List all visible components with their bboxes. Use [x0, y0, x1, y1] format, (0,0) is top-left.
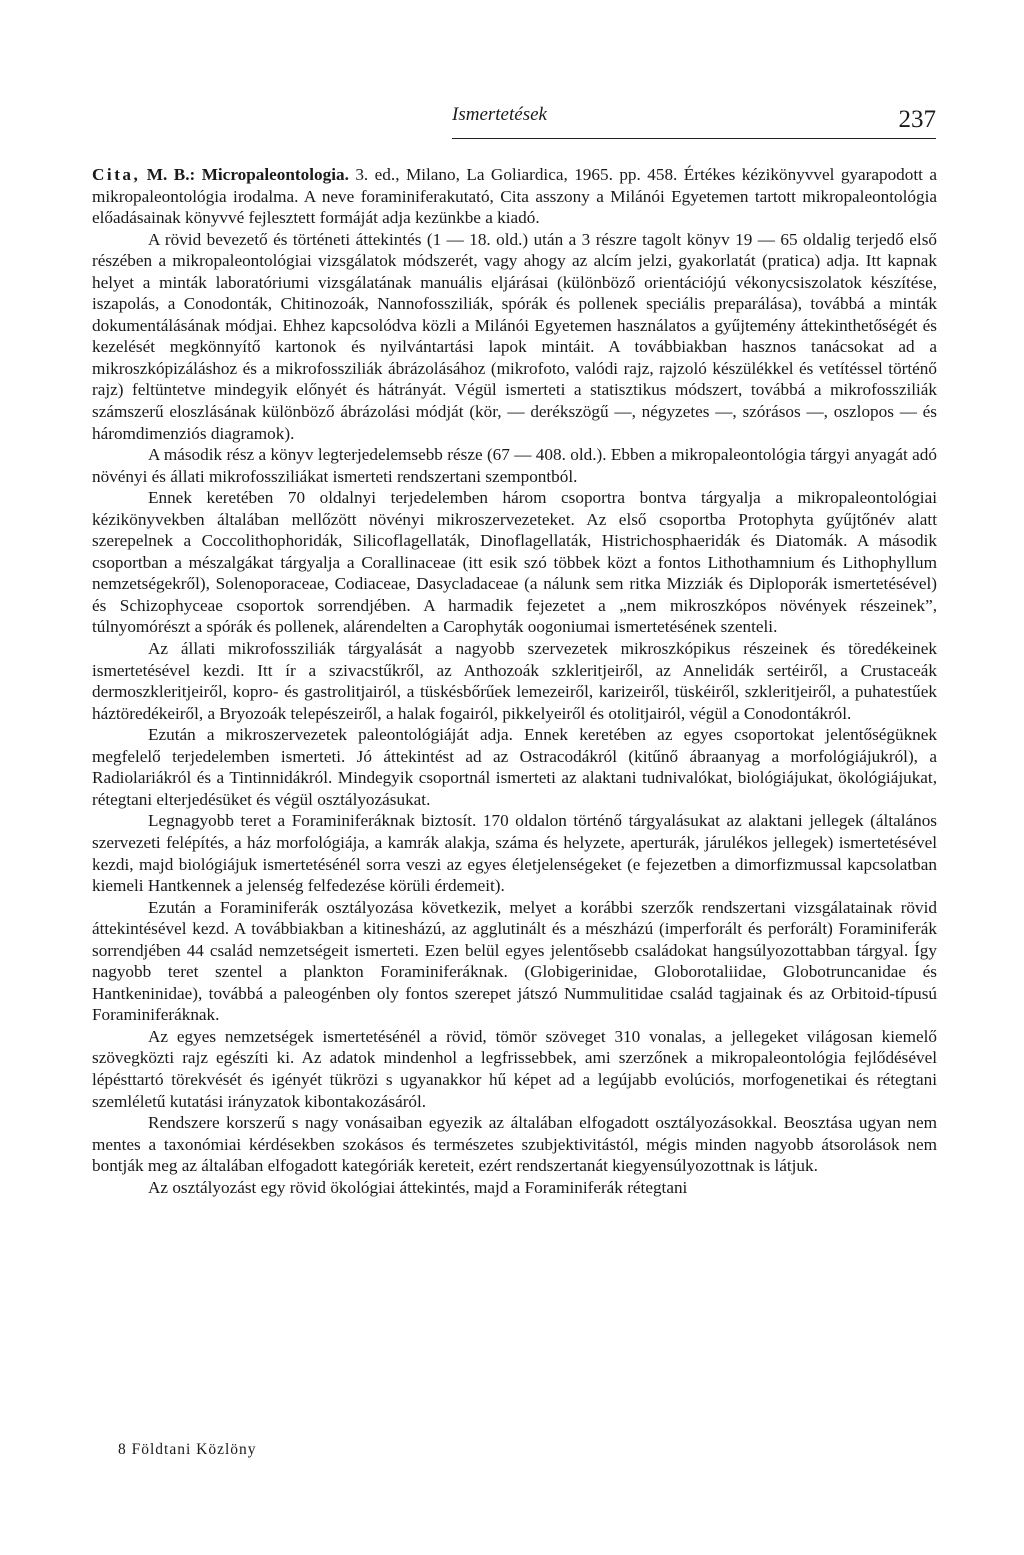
- citation-text: 3. ed., Milano, La Goliardica, 1965. pp. 458. Értékes kézikönyvvel gyarapodott a mikropaleontológia irodalma. A neve foraminiferakutató, Cita asszony a Milánói Egyetemen tartott mikropaleontológia előadásainak könyvvé fejlesztett formáját adja kezünkbe a kiadó.: [92, 165, 938, 228]
- paragraph: A rövid bevezető és történeti áttekintés (1 — 18. old.) után a 3 részre tagolt könyv 19 — 65 oldalig terjedő első részében a mikropaleontológiai vizsgálatok módszerét, vagy ahogy az alcím jelzi, gyakorlatát (pratica) adja. Itt kapnak helyet a minták laboratóriumi vizsgálatának manuális eljárásai (különböző orientációjú vékonycsiszolatok készítése, iszapolás, a Conodonták, Chitinozoák, Nannofossziliák, spórák és pollenek speciális preparálása), továbbá a minták dokumentálásának módjai. Ehhez kapcsolódva közli a Milánói Egyetemen használatos a gyűjtemény áttekinthetőségét és kezelését megkönnyítő kartonok és nyilvántartási lapok mintáit. A továbbiakban hasznos tanácsokat ad a mikroszkópizáláshoz és a mikrofossziliák ábrázolásához (mikrofoto, valódi rajz, rajzoló készülékkel és vetítéssel történő rajz) feltüntetve mindegyik előnyét és hátrányát. Végül ismerteti a statisztikus módszert, továbbá a mikrofossziliák számszerű eloszlásának különböző ábrázolási módját (kör, — derékszögű —, négyzetes —, szórásos —, oszlopos — és háromdimenziós diagramok).: [92, 229, 937, 443]
- header-rule: [452, 138, 936, 139]
- page-number: 237: [898, 106, 936, 133]
- review-body: [92, 164, 937, 1198]
- paragraph: Ezután a Foraminiferák osztályozása következik, melyet a korábbi szerzők rendszertani vizsgálatainak rövid áttekintésével kezd. A továbbiakban a kitinesházú, az agglutinált és a mészházú (imperforált és perforált) Foraminiferák sorrendjében 44 család nemzetségeit ismerteti. Ezen belül egyes jelentősebb családokat hangsúlyozottabban tárgyal. Így nagyobb teret szentel a plankton Foraminiferáknak. (Globigerinidae, Globorotaliidae, Globotruncanidae és Hantkeninidae), továbbá a paleogénben oly fontos szerepet játszó Nummulitidae család tagjainak és az Orbitoid-típusú Foraminiferáknak.: [92, 897, 937, 1025]
- signature-mark: 8 Földtani Közlöny: [118, 1441, 257, 1458]
- review-author-name: Cita,: [92, 165, 141, 184]
- running-title: Ismertetések: [452, 104, 547, 125]
- paragraph: Legnagyobb teret a Foraminiferáknak biztosít. 170 oldalon történő tárgyalásukat az alaktani jellegek (általános szervezeti felépítés, a ház morfológiája, a kamrák alakja, száma és helyzete, aperturák, járulékos jellegek) ismertetésével kezdi, majd biológiájuk ismertetésénél sorra veszi az egyes életjelenségeket (e fejezetben a dimorfizmussal kapcsolatban kiemeli Hantkennek a jelenség felfedezése körüli érdemeit).: [92, 811, 937, 896]
- review-author-initials: M. B.:: [146, 165, 196, 184]
- paragraph: Az egyes nemzetségek ismertetésénél a rövid, tömör szöveget 310 vonalas, a jellegeket világosan kiemelő szövegközti rajz egészíti ki. Az adatok mindenhol a legfrissebbek, ami szerzőnek a mikropaleontológia fejlődésével lépésttartó törekvését és igényét tükrözi s ugyanakkor hű képet ad a legújabb evolúciós, morfogenetikai és rétegtani szemléletű kutatási irányzatok kibontakozásáról.: [92, 1026, 937, 1111]
- review-citation-paragraph: [92, 164, 937, 229]
- paragraph: Az osztályozást egy rövid ökológiai áttekintés, majd a Foraminiferák rétegtani: [148, 1177, 688, 1197]
- paragraph: Ezután a mikroszervezetek paleontológiáját adja. Ennek keretében az egyes csoportokat jelentőségüknek megfelelő terjedelemben ismerteti. Jó áttekintést ad az Ostracodákról (kitűnő ábraanyag a morfológiájukról), a Radiolariákról és a Tintinnidákról. Mindegyik csoportnál ismerteti az alaktani tudnivalókat, biológiájukat, ökológiájukat, rétegtani elterjedésüket és végül osztályozásukat.: [92, 725, 937, 809]
- paragraph: Ennek keretében 70 oldalnyi terjedelemben három csoportra bontva tárgyalja a mikropaleontológiai kézikönyvekben általában mellőzött növényi mikroszervezeteket. Az első csoportba Protophyta gyűjtőnév alatt szerepelnek a Coccolithophoridák, Silicoflagellaták, Dinoflagellaták, Histrichosphaeridák és Diatomák. A második csoportban a mészalgákat tárgyalja a Corallinaceae (itt esik szó többek közt a fontos Lithothamnium és Lithophyllum nemzetségekről), Solenoporaceae, Codiaceae, Dasycladaceae (a nálunk sem ritka Mizziák és Diploporák ismertetésével) és Schizophyceae csoportok sorrendjében. A harmadik fejezetet a „nem mikroszkópos növények részeinek”, túlnyomórészt a spórák és pollenek, alárendelten a Carophyták oogoniumai ismertetésének szenteli.: [92, 488, 937, 637]
- paragraph: Rendszere korszerű s nagy vonásaiban egyezik az általában elfogadott osztályozásokkal. Beosztása ugyan nem mentes a taxonómiai kérdésekben szokásos és természetes szubjektivitástól, mégis minden nagyobb átsorolások nem bontják meg az általában elfogadott kategóriák kereteit, ezért rendszertanát kiegyensúlyozottnak is látjuk.: [92, 1113, 937, 1176]
- paragraph: A második rész a könyv legterjedelemsebb része (67 — 408. old.). Ebben a mikropaleontológia tárgyi anyagát adó növényi és állati mikrofossziliákat ismerteti rendszertani szempontból.: [92, 445, 937, 486]
- running-header: [452, 100, 936, 140]
- book-title: Micropaleontologia.: [201, 165, 349, 184]
- paragraph: Az állati mikrofossziliák tárgyalását a nagyobb szervezetek mikroszkópikus részeinek és töredékeinek ismertetésével kezdi. Itt ír a szivacstűkről, az Anthozoák szkleritjeiről, az Annelidák sertéiről, a Crustaceák dermoszkleritjeiről, kopro- és gastrolitjairól, a tüskésbőrűek lemezeiről, karizeiről, tüskéiről, szkleritjeiről, a puhatestűek háztöredékeiről, a Bryozoák telepészeiről, a halak fogairól, pikkelyeiről és otolitjairól, végül a Conodontákról.: [92, 639, 937, 723]
